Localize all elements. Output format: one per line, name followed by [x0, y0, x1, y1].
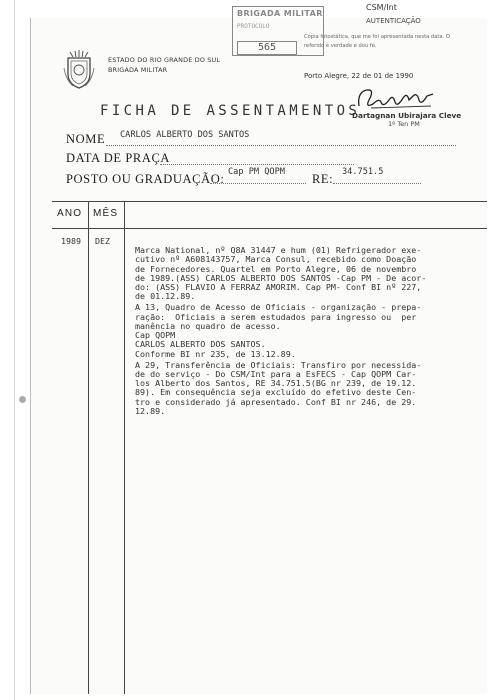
column-header-year: ANO — [57, 208, 83, 219]
org-line-state: ESTADO DO RIO GRANDE DO SUL — [108, 56, 221, 64]
name-label: NOME — [66, 132, 106, 146]
punch-hole — [19, 396, 26, 403]
entry-text — [135, 246, 480, 416]
auth-text: Cópia fotostática, que me foi apresentada nesta data. O referido é verdade e dou fé. — [304, 34, 450, 49]
entry-line: A 29, Transferência de Oficiais: Transfiro por necessida- — [135, 359, 422, 370]
protocol-stamp-title: BRIGADA MILITAR — [237, 9, 323, 18]
auth-title: AUTENTICAÇÃO — [366, 17, 421, 25]
binding-line — [14, 0, 15, 700]
column-header-month: MÊS — [93, 208, 119, 219]
entry-line: do: (ASS) FLAVIO A FERRAZ AMORIM. Cap PM- Conf BI nº 227, — [135, 282, 422, 293]
handwritten-signature — [355, 86, 435, 112]
rank-value: Cap PM QOPM — [228, 167, 285, 177]
organization-header — [108, 55, 220, 75]
entry-line: de 1989.(ASS) CARLOS ALBERTO DOS SANTOS -Cap PM - De acor- — [135, 272, 427, 283]
auth-unit: CSM/Int — [366, 3, 397, 12]
signer-name: Dartagnan Ubirajara Cleve — [352, 111, 462, 120]
protocol-number: 565 — [237, 41, 297, 55]
entry-line: 12.89. — [135, 406, 166, 417]
re-value: 34.751.5 — [342, 167, 384, 177]
entry-line: los Alberto dos Santos, RE 34.751.5(BG nr 239, de 19.12. — [135, 378, 417, 389]
enlistment-date-label: DATA DE PRAÇA — [66, 151, 171, 165]
entry-line: CARLOS ALBERTO DOS SANTOS. — [135, 339, 266, 350]
entry-month: DEZ — [95, 236, 110, 246]
auth-place-date: Porto Alegre, 22 de 01 de 1990 — [304, 72, 414, 80]
entry-year: 1989 — [61, 236, 81, 246]
re-line — [333, 183, 421, 184]
signer-rank: 1º Ten PM — [388, 120, 420, 128]
entry-line: 89). Em consequência seja excluído do efetivo deste Cen- — [135, 387, 417, 398]
coat-of-arms-icon — [62, 50, 96, 90]
re-label: RE: — [312, 172, 334, 186]
enlistment-date-line — [160, 164, 354, 165]
entry-line: Cap QOPM — [135, 330, 176, 341]
entry-line: Marca National, nº Q8A 31447 e hum (01) Refrigerador exe- — [135, 245, 422, 255]
name-line — [106, 145, 456, 146]
table-header-rule — [52, 228, 487, 229]
rank-line — [210, 183, 306, 184]
entry-line: A 13, Quadro de Acesso de Oficiais - organização - prepa- — [135, 302, 422, 313]
rank-label: POSTO OU GRADUAÇÃO: — [66, 172, 225, 186]
entry-line: de Fornecedores. Quartel em Porto Alegre, 06 de novembro — [135, 263, 417, 274]
entry-line: Conforme BI nr 235, de 13.12.89. — [135, 348, 296, 359]
org-line-brigade: BRIGADA MILITAR — [108, 66, 168, 74]
protocol-stamp-subtitle: PROTOCOLO — [237, 23, 270, 30]
name-value: CARLOS ALBERTO DOS SANTOS — [120, 130, 250, 140]
table-top-rule — [52, 201, 487, 202]
entry-line: de do serviço - Do CSM/Int para a EsFECS - Cap QOPM Car- — [135, 368, 417, 379]
form-title: FICHA DE ASSENTAMENTOS — [100, 103, 361, 119]
entry-line: de 01.12.89. — [135, 291, 196, 302]
entry-line: ração: Oficiais a serem estudados para ingresso ou per — [135, 311, 417, 322]
entry-line: cutivo nº A608143757, Marca Consul, recebido como Doação — [135, 254, 417, 265]
table-col-divider-2 — [124, 201, 125, 694]
entry-line: manência no quadro de acesso. — [135, 320, 281, 331]
table-col-divider-1 — [88, 201, 89, 694]
entry-line: tro e considerado já apresentado. Conf BI nr 246, de 29. — [135, 396, 417, 407]
